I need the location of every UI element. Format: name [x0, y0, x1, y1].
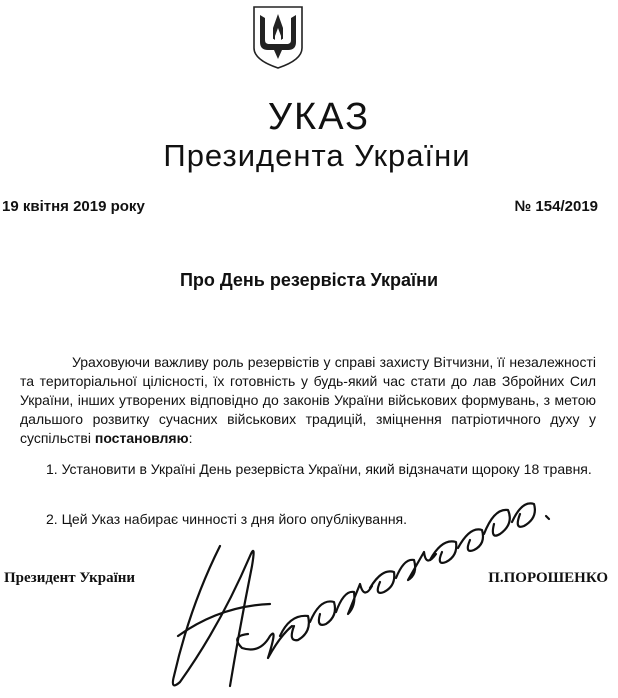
- decree-heading: Про День резервіста України: [179, 270, 439, 290]
- decree-date: 19 квітня 2019 року: [2, 198, 145, 215]
- handwritten-signature: [160, 486, 560, 696]
- decree-title: УКАЗ: [267, 96, 371, 138]
- decree-number: № 154/2019: [514, 198, 598, 215]
- trident-emblem-icon: [251, 4, 305, 70]
- decree-item-1: 1. Установити в Україні День резервіста України, який відзначати щороку 18 травня.: [46, 461, 592, 477]
- signatory-name: П.ПОРОШЕНКО: [488, 570, 608, 586]
- signatory-position: Президент України: [4, 570, 136, 586]
- decree-subtitle: Президента України: [163, 138, 471, 173]
- preamble-end: :: [188, 430, 193, 446]
- decree-preamble: [20, 353, 596, 448]
- decree-item-2: 2. Цей Указ набирає чинності з дня його опублікування.: [46, 511, 408, 527]
- preamble-keyword: постановляю: [94, 430, 189, 446]
- preamble-text: Ураховуючи важливу роль резервістів у справі захисту Вітчизни, її незалежності та територіальної цілісності, їх готовність у будь-який час стати до лав Збройних Сил України, інших утворених відповідно до законів України військових формувань, з метою дальшого розвитку сучасних військових традицій, зміцнення патріотичного духу у суспільстві: [20, 354, 596, 446]
